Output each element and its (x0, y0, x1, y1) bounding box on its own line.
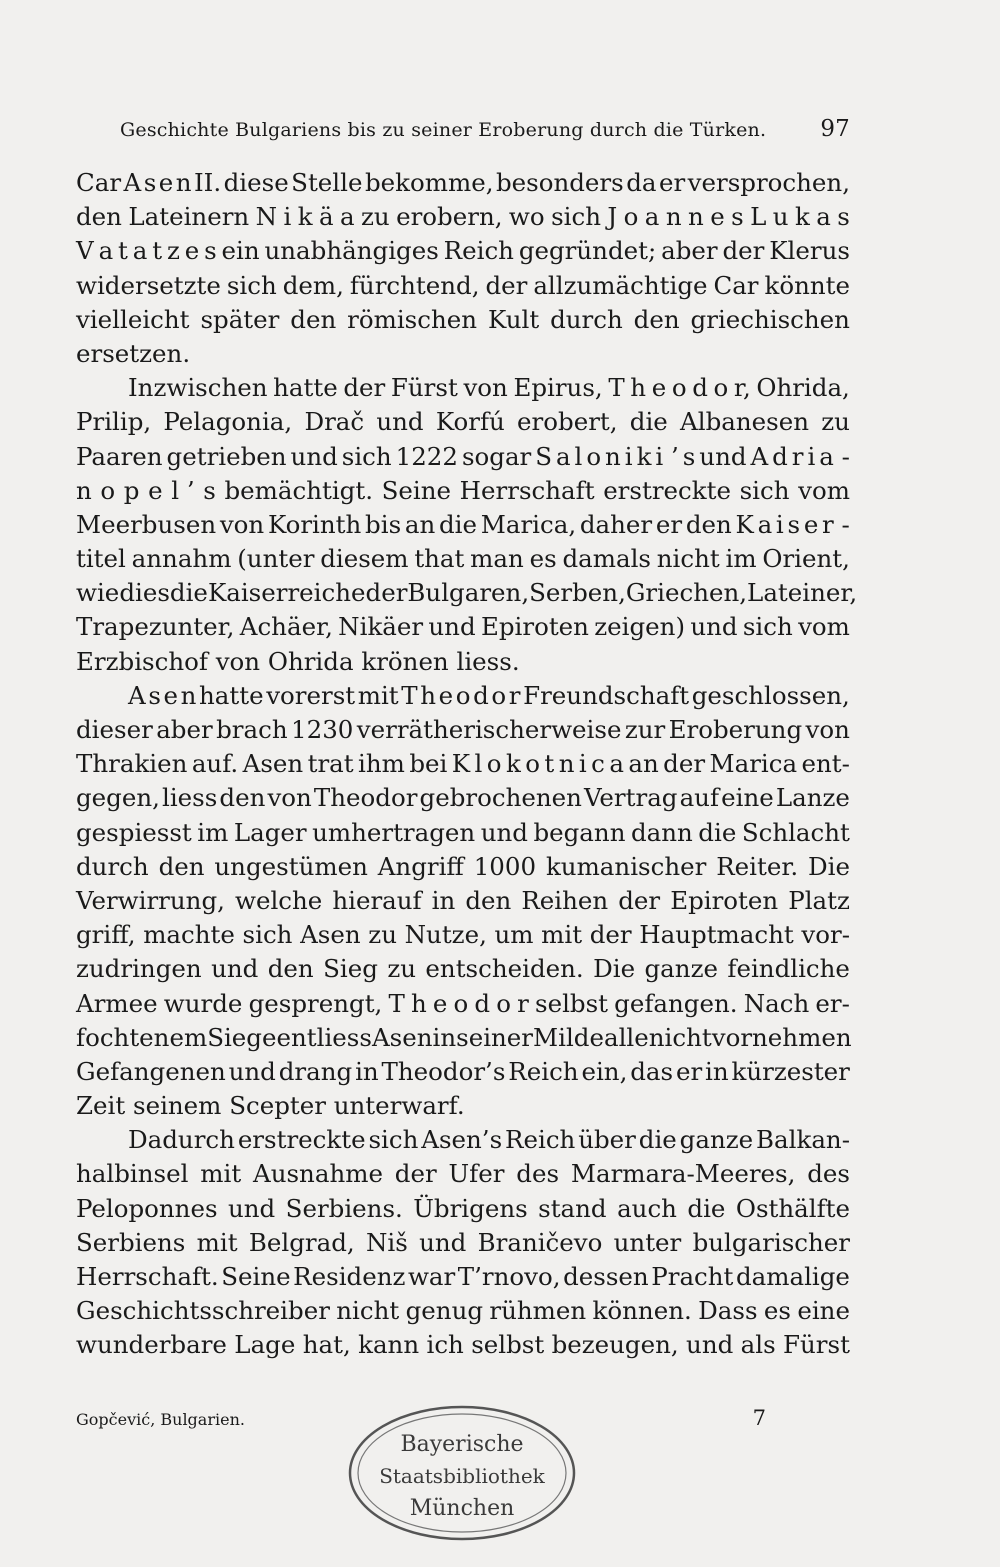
text-line: Paaren getrieben und sich 1222 sogar S a l o n i k i ’ s und A d r i a - (76, 441, 850, 471)
stamp-line-3: München (409, 1496, 515, 1521)
text-line: V a t a t z e s ein unabhängiges Reich gegründet; aber der Klerus (76, 236, 850, 266)
text-line: den Lateinern N i k ä a zu erobern, wo sich J o a n n e s L u k a s (76, 202, 850, 232)
page-number: 97 (820, 116, 850, 142)
text-line: Armee wurde gesprengt, T h e o d o r selbst gefangen. Nach er- (76, 988, 850, 1018)
library-stamp (340, 1395, 585, 1545)
running-head-title: Geschichte Bulgariens bis zu seiner Eroberung durch die Türken. (120, 119, 767, 141)
text-line: dieser aber brach 1230 verrätherischerweise zur Eroberung von (76, 715, 850, 744)
text-line: Erzbischof von Ohrida krönen liess. (76, 646, 520, 676)
text-line: wunderbare Lage hat, kann ich selbst bezeugen, und als Fürst (76, 1330, 850, 1360)
text-line: gegen, liess den von Theodor gebrochenen Vertrag auf eine Lanze (76, 783, 850, 813)
paragraph (76, 679, 850, 1123)
body-text (76, 166, 858, 1363)
text-line: griff, machte sich Asen zu Nutze, um mit der Hauptmacht vor- (76, 920, 850, 950)
text-line: Inzwischen hatte der Fürst von Epirus, T h e o d o r, Ohrida, (128, 373, 850, 403)
text-line: Geschichtsschreiber nicht genug rühmen können. Dass es eine (76, 1296, 850, 1326)
text-line: Meerbusen von Korinth bis an die Marica, daher er den K a i s e r - (76, 509, 850, 539)
text-line: Herrschaft. Seine Residenz war T’rnovo, dessen Pracht damalige (76, 1262, 850, 1291)
paragraph (76, 371, 858, 679)
stamp-line-1: Bayerische (400, 1432, 524, 1457)
signature-mark: 7 (752, 1406, 766, 1430)
text-line: gespiesst im Lager umhertragen und begann dann die Schlacht (76, 817, 850, 847)
text-line: Zeit seinem Scepter unterwarf. (76, 1091, 465, 1121)
text-line: halbinsel mit Ausnahme der Ufer des Marmara-Meeres, des (76, 1159, 850, 1189)
text-line: A s e n hatte vorerst mit T h e o d o r Freundschaft geschlossen, (128, 680, 850, 710)
text-line: Prilip, Pelagonia, Drač und Korfú erobert, die Albanesen zu (76, 407, 850, 437)
text-line: Gefangenen und drang in Theodor’s Reich ein, das er in kürzester (76, 1056, 850, 1086)
text-line: Dadurch erstreckte sich Asen’s Reich über die ganze Balkan- (128, 1125, 850, 1155)
text-line: widersetzte sich dem, fürchtend, der allzumächtige Car könnte (76, 270, 850, 300)
text-line: ersetzen. (76, 338, 191, 368)
text-line: Thrakien auf. Asen trat ihm bei K l o k o t n i c a an der Marica ent- (76, 749, 850, 779)
stamp-line-2: Staatsbibliothek (379, 1464, 545, 1488)
paragraph (76, 1123, 850, 1362)
text-line: n o p e l ’ s bemächtigt. Seine Herrschaft erstreckte sich vom (76, 475, 850, 505)
footer-author-line: Gopčević, Bulgarien. (76, 1410, 245, 1429)
text-line: Trapezunter, Achäer, Nikäer und Epiroten zeigen) und sich vom (76, 612, 850, 642)
text-line: Peloponnes und Serbiens. Übrigens stand auch die Osthälfte (76, 1193, 850, 1223)
text-line: titel annahm (unter diesem that man es damals nicht im Orient, (76, 544, 850, 574)
running-head (120, 116, 850, 142)
text-line: vielleicht später den römischen Kult durch den griechischen (76, 304, 850, 334)
text-line: Car A s e n II. diese Stelle bekomme, besonders da er versprochen, (76, 168, 850, 197)
paragraph (76, 166, 850, 371)
text-line: fochtenem Siege entliess Asen in seiner Milde alle nichtvornehmen (76, 1022, 852, 1052)
text-line: wie dies die Kaiserreiche der Bulgaren, Serben, Griechen, Lateiner, (76, 578, 858, 608)
text-line: zudringen und den Sieg zu entscheiden. Die ganze feindliche (76, 954, 850, 984)
text-line: Serbiens mit Belgrad, Niš und Braničevo unter bulgarischer (76, 1227, 850, 1257)
text-line: durch den ungestümen Angriff 1000 kumanischer Reiter. Die (76, 851, 850, 881)
text-line: Verwirrung, welche hierauf in den Reihen der Epiroten Platz (76, 885, 850, 915)
